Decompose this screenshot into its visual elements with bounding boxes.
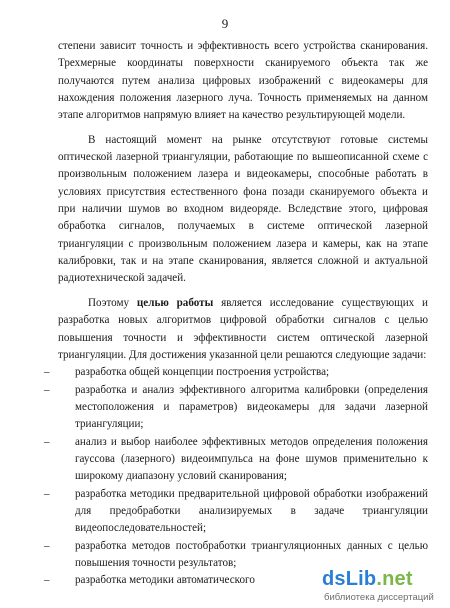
paragraph-market: В настоящий момент на рынке отсутствуют готовые системы оптической лазерной триангуляции, работающие по вышеописанной схеме с произвольным положением лазера и видеокамеры, способные работать в условиях присутствия естественного фона позади сканируемого объекта и при наличии шумов во входном видеоряде. Вследствие этого, цифровая обработка сигналов, получаемых в системе оптической лазерной триангуляции с произвольным положением лазера и камеры, как на этапе калибровки, так и на этапе сканирования, является сложной и актуальной радиотехнической задачей. — [58, 133, 428, 285]
list-item-text: анализ и выбор наиболее эффективных методов определения положения гауссова (лазерного) видеоимпульса на фоне шумов применительно к широкому диапазону условий сканирования; — [75, 435, 428, 483]
dslib-watermark[interactable] — [322, 568, 444, 606]
list-marker: – — [44, 383, 50, 396]
list-item-text: разработка методов постобработки триангуляционных данных с целью повышения точности результатов; — [75, 539, 428, 569]
goal-prefix: Поэтому — [88, 296, 137, 309]
goal-emphasis: целью работы — [136, 296, 214, 309]
page-body — [44, 38, 428, 590]
list-item — [44, 382, 428, 434]
list-marker: – — [44, 487, 50, 500]
logo-tagline: библиотека диссертаций — [324, 592, 434, 603]
paragraph-goal — [58, 295, 428, 364]
list-item — [44, 434, 428, 486]
list-marker: – — [44, 574, 50, 587]
paragraph-continuation: степени зависит точность и эффективность всего устройства сканирования. Трехмерные координаты поверхности сканируемого объекта так же получаются путем анализа цифровых изображений с видеокамеры для нахождения положения лазерного луча. Точность применяемых на данном этапе алгоритмов напрямую влияет на качество результирующей модели. — [58, 40, 428, 122]
list-item-text: разработка и анализ эффективного алгоритма калибровки (определения местоположения и параметров) видеокамеры для задачи лазерной триангуляции; — [75, 383, 428, 431]
goal-suffix: является исследование существующих и разработка новых алгоритмов цифровой обработки сигналов с целью повышения точности и эффективности систем оптической лазерной триангуляции. Для достижения указанной цели решаются следующие задачи: — [58, 296, 428, 361]
list-item — [44, 486, 428, 538]
logo-domain: .net — [376, 568, 413, 590]
list-item — [44, 572, 255, 589]
page-number: 9 — [221, 16, 229, 31]
task-list — [44, 364, 428, 589]
list-item — [44, 364, 428, 381]
list-item-text: разработка методики предварительной цифровой обработки изображений для предобработки анализируемых в задаче триангуляции видеопоследовательностей; — [75, 487, 428, 535]
list-marker: – — [44, 366, 50, 379]
dslib-logo — [322, 568, 444, 591]
list-marker: – — [44, 435, 50, 448]
list-item-text: разработка общей концепции построения устройства; — [75, 366, 330, 379]
logo-brand: dsLib — [322, 568, 377, 590]
list-item-text: разработка методики автоматического — [75, 574, 255, 587]
list-marker: – — [44, 539, 50, 552]
